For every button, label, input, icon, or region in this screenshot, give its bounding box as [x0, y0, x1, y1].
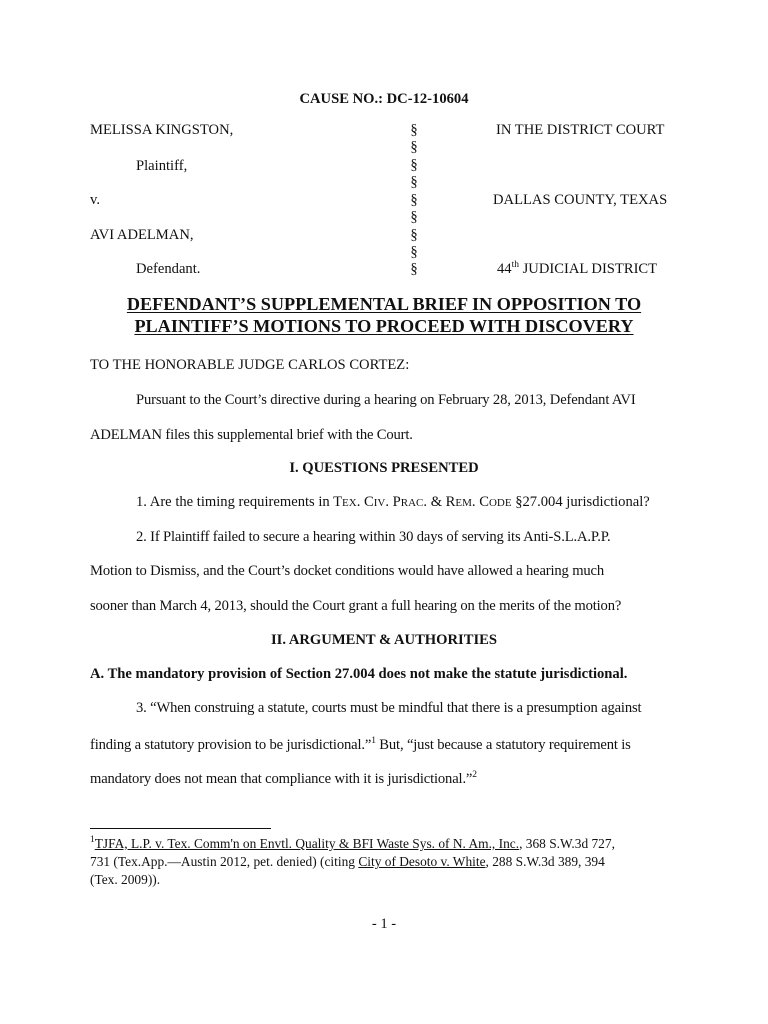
para3-text: But, “just because a statutory requirement is: [375, 737, 631, 753]
para3-line3: [90, 771, 477, 788]
q1-smallcaps: EX: [342, 497, 357, 509]
plaintiff-name: MELISSA KINGSTON,: [90, 122, 234, 138]
document-title-line1: DEFENDANT’S SUPPLEMENTAL BRIEF IN OPPOSITION TO: [126, 294, 642, 314]
intro-line1: Pursuant to the Court’s directive during a hearing on February 28, 2013, Defendant AVI: [136, 392, 636, 408]
question-2-line1: 2. If Plaintiff failed to secure a hearing within 30 days of serving its Anti-S.L.A.P.P.: [136, 529, 611, 545]
section-symbol: §: [410, 227, 418, 243]
subheading-a: A. The mandatory provision of Section 27.004 does not make the statute jurisdictional.: [90, 666, 628, 682]
footnote-text: 731 (Tex.App.—Austin 2012, pet. denied) (citing: [90, 854, 359, 869]
footnote-case-name: TJFA, L.P. v. Tex. Comm'n on Envtl. Quality & BFI Waste Sys. of N. Am., Inc.: [94, 836, 520, 851]
footnote-1-line1: [90, 836, 615, 852]
salutation: TO THE HONORABLE JUDGE CARLOS CORTEZ:: [90, 357, 410, 373]
section-symbol: §: [410, 174, 418, 190]
section-symbol: §: [410, 244, 418, 260]
footnote-divider: [90, 828, 271, 829]
q1-text: §27.004 jurisdictional?: [511, 494, 650, 510]
section2-heading: II. ARGUMENT & AUTHORITIES: [271, 632, 497, 648]
para3-text: finding a statutory provision to be jurisdictional.”: [90, 737, 372, 753]
defendant-name: AVI ADELMAN,: [90, 227, 194, 243]
para3-line1: 3. “When construing a statute, courts must be mindful that there is a presumption against: [136, 700, 642, 716]
section-symbol: §: [410, 157, 418, 173]
document-title-line2: PLAINTIFF’S MOTIONS TO PROCEED WITH DISCOVERY: [134, 316, 634, 336]
footnote-number: 1: [90, 835, 95, 845]
section-symbol: §: [410, 192, 418, 208]
versus-label: v.: [90, 192, 100, 208]
section1-heading: I. QUESTIONS PRESENTED: [289, 460, 479, 476]
q1-text: . C: [471, 494, 489, 510]
district-rest: JUDICIAL DISTRICT: [518, 261, 658, 277]
section-symbol: §: [410, 209, 418, 225]
footnote-citation: , 288 S.W.3d 389, 394: [485, 854, 605, 869]
page-number: - 1 -: [371, 916, 397, 932]
county-name: DALLAS COUNTY, TEXAS: [493, 192, 668, 208]
question-2-line3: sooner than March 4, 2013, should the Court grant a full hearing on the merits of the motion?: [90, 598, 622, 614]
question-2-line2: Motion to Dismiss, and the Court’s docket conditions would have allowed a hearing much: [90, 563, 605, 579]
section-symbol: §: [410, 261, 418, 277]
para3-line2: [90, 737, 631, 754]
defendant-role: Defendant.: [136, 261, 201, 277]
footnote-1-line2: [90, 854, 605, 870]
section-symbol: §: [410, 122, 418, 138]
question-1: [136, 494, 650, 511]
plaintiff-role: Plaintiff,: [136, 158, 188, 174]
footnote-1-line3: (Tex. 2009)).: [90, 872, 161, 887]
footnote-ref-1[interactable]: 1: [371, 736, 376, 746]
intro-line2: ADELMAN files this supplemental brief with the Court.: [90, 427, 413, 443]
section-symbol: §: [410, 139, 418, 155]
court-name: IN THE DISTRICT COURT: [496, 122, 665, 138]
q1-smallcaps: IV: [373, 497, 386, 509]
q1-text: . P: [385, 494, 401, 510]
q1-text: . & R: [423, 494, 456, 510]
cause-number: CAUSE NO.: DC-12-10604: [299, 91, 469, 107]
footnote-ref-2[interactable]: 2: [472, 770, 477, 780]
judicial-district: [497, 261, 657, 278]
district-number: 44: [497, 261, 512, 277]
para3-text: mandatory does not mean that compliance with it is jurisdictional.”: [90, 771, 473, 787]
footnote-citation: , 368 S.W.3d 727,: [519, 836, 615, 851]
q1-smallcaps: EM: [455, 497, 472, 509]
q1-text: 1. Are the timing requirements in T: [136, 494, 343, 510]
q1-smallcaps: RAC: [400, 497, 424, 509]
q1-text: . C: [356, 494, 374, 510]
footnote-case-name: City of Desoto v. White: [358, 854, 486, 869]
district-ordinal: th: [511, 260, 519, 270]
q1-smallcaps: ODE: [488, 497, 512, 509]
